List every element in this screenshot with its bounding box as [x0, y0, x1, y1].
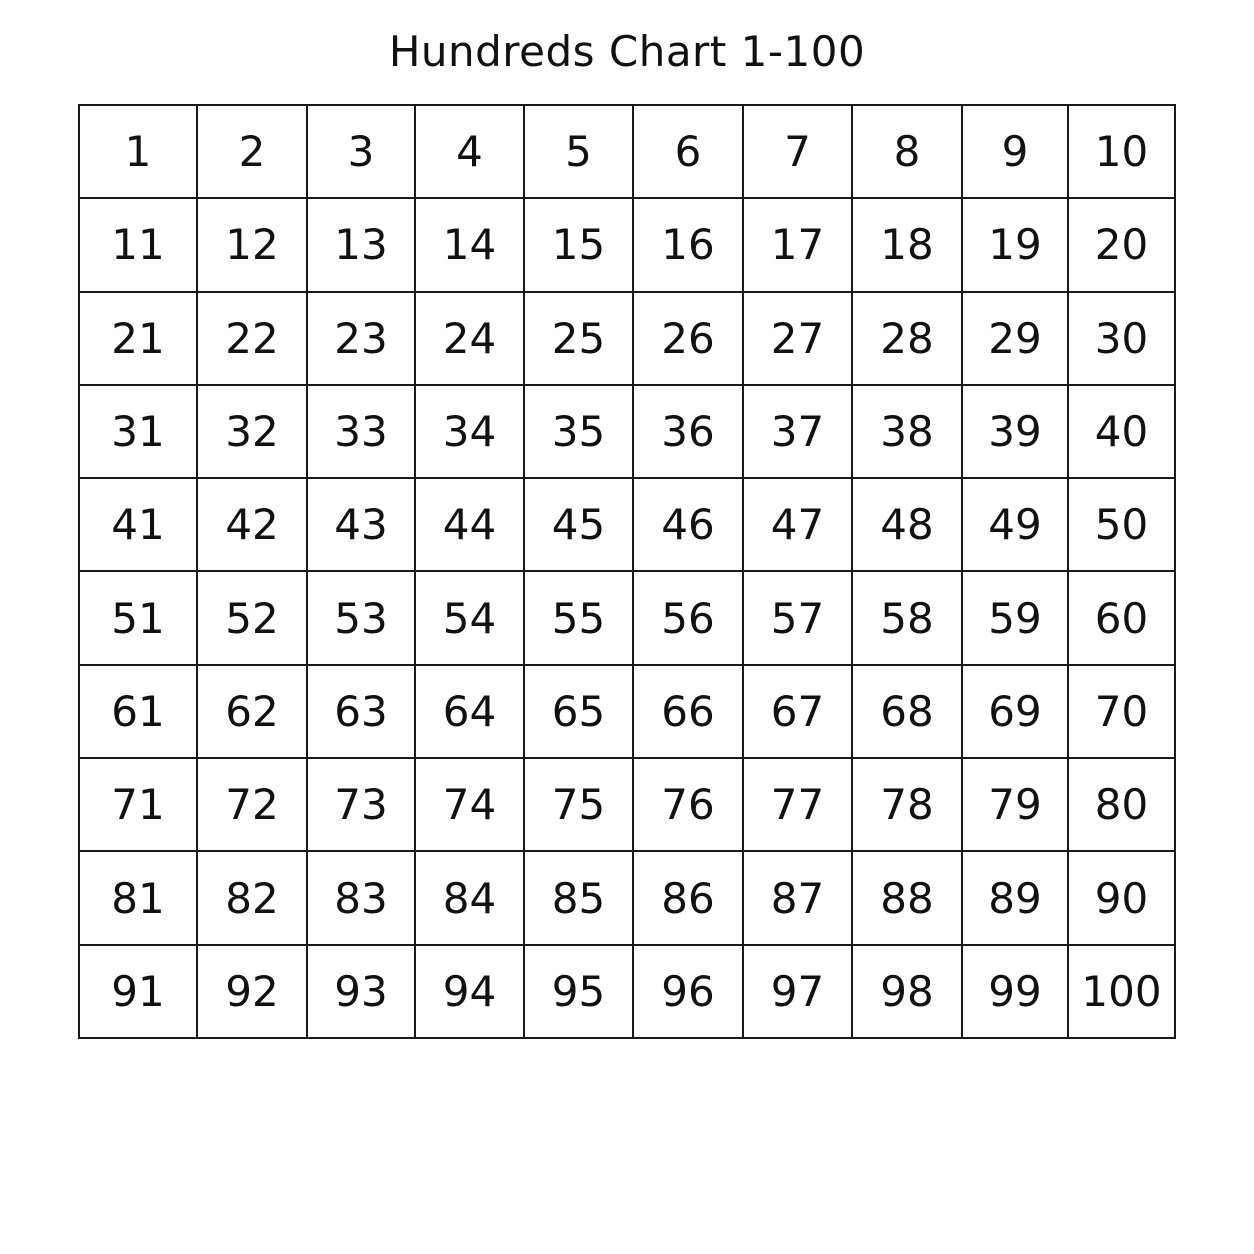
number-cell: 60 — [1068, 571, 1175, 664]
grid-row — [79, 292, 1175, 385]
number-cell: 67 — [743, 665, 852, 758]
number-cell: 20 — [1068, 198, 1175, 291]
number-cell: 1 — [79, 105, 197, 198]
number-cell: 83 — [307, 851, 415, 944]
number-cell: 10 — [1068, 105, 1175, 198]
number-cell: 24 — [415, 292, 524, 385]
number-cell: 69 — [962, 665, 1068, 758]
number-cell: 28 — [852, 292, 962, 385]
number-cell: 22 — [197, 292, 307, 385]
number-cell: 100 — [1068, 945, 1175, 1038]
number-cell: 35 — [524, 385, 633, 478]
number-cell: 45 — [524, 478, 633, 571]
grid-row — [79, 945, 1175, 1038]
number-cell: 99 — [962, 945, 1068, 1038]
number-cell: 14 — [415, 198, 524, 291]
number-cell: 86 — [633, 851, 743, 944]
number-cell: 52 — [197, 571, 307, 664]
number-cell: 7 — [743, 105, 852, 198]
number-cell: 39 — [962, 385, 1068, 478]
number-cell: 97 — [743, 945, 852, 1038]
number-cell: 84 — [415, 851, 524, 944]
page-title: Hundreds Chart 1-100 — [388, 27, 866, 76]
number-cell: 23 — [307, 292, 415, 385]
number-cell: 61 — [79, 665, 197, 758]
grid-row — [79, 105, 1175, 198]
number-cell: 72 — [197, 758, 307, 851]
number-cell: 4 — [415, 105, 524, 198]
number-cell: 18 — [852, 198, 962, 291]
number-cell: 47 — [743, 478, 852, 571]
number-cell: 13 — [307, 198, 415, 291]
grid-row — [79, 385, 1175, 478]
number-cell: 3 — [307, 105, 415, 198]
number-cell: 73 — [307, 758, 415, 851]
number-cell: 56 — [633, 571, 743, 664]
number-cell: 55 — [524, 571, 633, 664]
number-cell: 53 — [307, 571, 415, 664]
number-cell: 12 — [197, 198, 307, 291]
number-cell: 63 — [307, 665, 415, 758]
number-cell: 37 — [743, 385, 852, 478]
number-cell: 57 — [743, 571, 852, 664]
number-cell: 79 — [962, 758, 1068, 851]
number-cell: 2 — [197, 105, 307, 198]
number-cell: 77 — [743, 758, 852, 851]
number-cell: 78 — [852, 758, 962, 851]
number-cell: 5 — [524, 105, 633, 198]
grid-row — [79, 478, 1175, 571]
number-cell: 66 — [633, 665, 743, 758]
number-cell: 59 — [962, 571, 1068, 664]
number-cell: 58 — [852, 571, 962, 664]
number-cell: 40 — [1068, 385, 1175, 478]
number-cell: 91 — [79, 945, 197, 1038]
grid-body — [79, 105, 1175, 1038]
number-cell: 51 — [79, 571, 197, 664]
number-cell: 75 — [524, 758, 633, 851]
number-cell: 89 — [962, 851, 1068, 944]
number-cell: 80 — [1068, 758, 1175, 851]
number-cell: 65 — [524, 665, 633, 758]
number-cell: 90 — [1068, 851, 1175, 944]
number-cell: 27 — [743, 292, 852, 385]
number-cell: 98 — [852, 945, 962, 1038]
number-cell: 48 — [852, 478, 962, 571]
number-cell: 70 — [1068, 665, 1175, 758]
number-cell: 81 — [79, 851, 197, 944]
grid-row — [79, 758, 1175, 851]
number-cell: 41 — [79, 478, 197, 571]
number-cell: 95 — [524, 945, 633, 1038]
number-cell: 92 — [197, 945, 307, 1038]
number-cell: 74 — [415, 758, 524, 851]
number-cell: 33 — [307, 385, 415, 478]
number-cell: 82 — [197, 851, 307, 944]
number-cell: 62 — [197, 665, 307, 758]
number-cell: 88 — [852, 851, 962, 944]
number-cell: 34 — [415, 385, 524, 478]
number-cell: 96 — [633, 945, 743, 1038]
grid-row — [79, 198, 1175, 291]
number-cell: 8 — [852, 105, 962, 198]
number-cell: 32 — [197, 385, 307, 478]
number-cell: 31 — [79, 385, 197, 478]
number-cell: 36 — [633, 385, 743, 478]
number-cell: 15 — [524, 198, 633, 291]
hundreds-grid — [78, 104, 1176, 1039]
grid-row — [79, 665, 1175, 758]
number-cell: 64 — [415, 665, 524, 758]
number-cell: 68 — [852, 665, 962, 758]
grid-row — [79, 851, 1175, 944]
number-cell: 49 — [962, 478, 1068, 571]
number-cell: 29 — [962, 292, 1068, 385]
number-cell: 19 — [962, 198, 1068, 291]
number-cell: 9 — [962, 105, 1068, 198]
number-cell: 26 — [633, 292, 743, 385]
number-cell: 76 — [633, 758, 743, 851]
number-cell: 30 — [1068, 292, 1175, 385]
number-cell: 43 — [307, 478, 415, 571]
number-cell: 93 — [307, 945, 415, 1038]
number-cell: 17 — [743, 198, 852, 291]
number-cell: 85 — [524, 851, 633, 944]
number-cell: 42 — [197, 478, 307, 571]
number-cell: 6 — [633, 105, 743, 198]
number-cell: 16 — [633, 198, 743, 291]
number-cell: 44 — [415, 478, 524, 571]
number-cell: 11 — [79, 198, 197, 291]
number-cell: 87 — [743, 851, 852, 944]
grid-row — [79, 571, 1175, 664]
number-cell: 25 — [524, 292, 633, 385]
number-cell: 54 — [415, 571, 524, 664]
number-cell: 38 — [852, 385, 962, 478]
number-cell: 21 — [79, 292, 197, 385]
number-cell: 50 — [1068, 478, 1175, 571]
number-cell: 46 — [633, 478, 743, 571]
number-cell: 94 — [415, 945, 524, 1038]
number-cell: 71 — [79, 758, 197, 851]
